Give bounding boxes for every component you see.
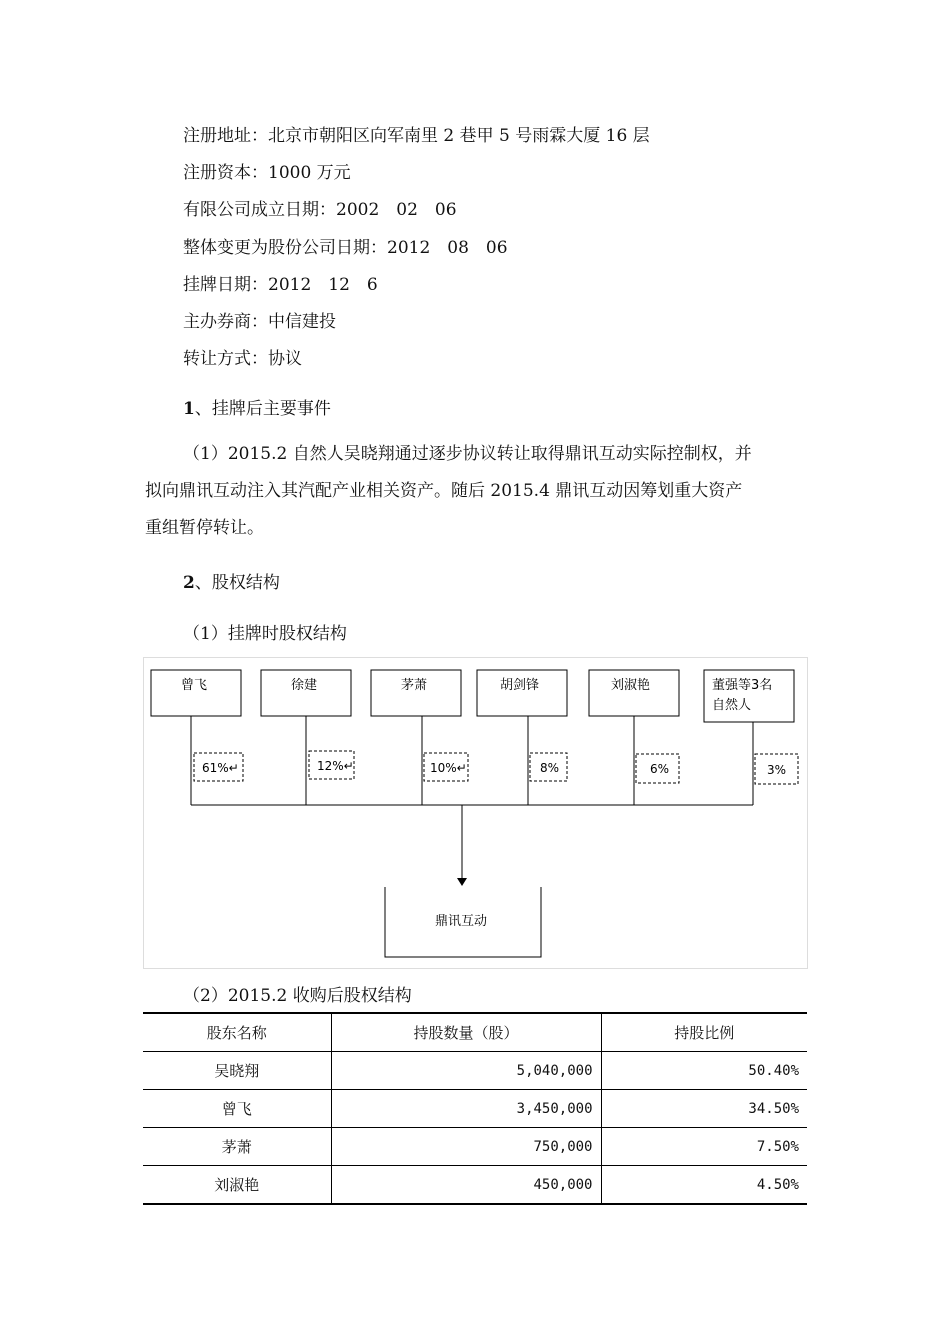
cell: 450,000 [331, 1166, 601, 1205]
ownership-diagram [143, 657, 808, 969]
pct-label: 6% [650, 762, 670, 776]
cell: 刘淑艳 [143, 1166, 331, 1205]
col-header: 持股数量（股） [331, 1013, 601, 1052]
paragraph-line-2: 拟向鼎讯互动注入其汽配产业相关资产。随后 2015.4 鼎讯互动因筹划重大资产 [145, 481, 743, 501]
svg-text:鼎讯互动: 鼎讯互动 [435, 914, 488, 929]
col-header: 股东名称 [143, 1013, 331, 1052]
table-row [143, 1128, 807, 1166]
cell: 曾飞 [143, 1090, 331, 1128]
svg-text:胡剑锋: 胡剑锋 [500, 678, 540, 693]
sponsor-broker: 主办券商：中信建投 [183, 312, 336, 332]
table-row [143, 1166, 807, 1205]
transfer-method: 转让方式：协议 [183, 349, 302, 369]
section-1-paragraph [145, 436, 810, 547]
pct-label: 8% [540, 761, 560, 775]
holder-box [261, 670, 351, 716]
registered-capital: 注册资本：1000 万元 [183, 163, 351, 183]
svg-text:刘淑艳: 刘淑艳 [611, 678, 651, 693]
pct-label: 10%↵ [430, 761, 467, 775]
section-2-heading: 2、股权结构 [183, 573, 280, 593]
paragraph-line-1: （1）2015.2 自然人吴晓翔通过逐步协议转让取得鼎讯互动实际控制权，并 [183, 444, 752, 464]
pct-label: 3% [767, 763, 787, 777]
svg-text:徐建: 徐建 [291, 678, 318, 693]
cell: 50.40% [601, 1052, 807, 1090]
svg-text:曾飞: 曾飞 [181, 678, 208, 693]
table-header-row [143, 1013, 807, 1052]
paragraph-line-3: 重组暂停转让。 [145, 518, 264, 538]
holder-box [477, 670, 567, 716]
subsection-listing-structure: （1）挂牌时股权结构 [183, 624, 347, 644]
conversion-date: 整体变更为股份公司日期：2012 08 06 [183, 238, 508, 258]
holder-box [371, 670, 461, 716]
holder-box [704, 670, 794, 722]
listing-date: 挂牌日期：2012 12 6 [183, 275, 378, 295]
cell: 4.50% [601, 1166, 807, 1205]
pct-label: 12%↵ [317, 759, 354, 773]
cell: 3,450,000 [331, 1090, 601, 1128]
cell: 吴晓翔 [143, 1052, 331, 1090]
svg-text:董强等3名: 董强等3名 [712, 678, 773, 693]
cell: 34.50% [601, 1090, 807, 1128]
section-1-heading: 1、挂牌后主要事件 [183, 399, 331, 419]
pct-label: 61%↵ [202, 761, 239, 775]
holder-box [151, 670, 241, 716]
table-row [143, 1052, 807, 1090]
registered-address: 注册地址：北京市朝阳区向军南里 2 巷甲 5 号雨霖大厦 16 层 [183, 126, 650, 146]
cell: 750,000 [331, 1128, 601, 1166]
founding-date: 有限公司成立日期：2002 02 06 [183, 200, 457, 220]
cell: 5,040,000 [331, 1052, 601, 1090]
cell: 7.50% [601, 1128, 807, 1166]
table-row [143, 1090, 807, 1128]
svg-text:茅萧: 茅萧 [401, 678, 428, 693]
cell: 茅萧 [143, 1128, 331, 1166]
subsection-post-acquisition: （2）2015.2 收购后股权结构 [183, 986, 412, 1006]
shareholder-table [143, 1012, 807, 1205]
col-header: 持股比例 [601, 1013, 807, 1052]
svg-text:自然人: 自然人 [712, 698, 752, 713]
target-company-box [385, 887, 541, 957]
holder-box [589, 670, 679, 716]
